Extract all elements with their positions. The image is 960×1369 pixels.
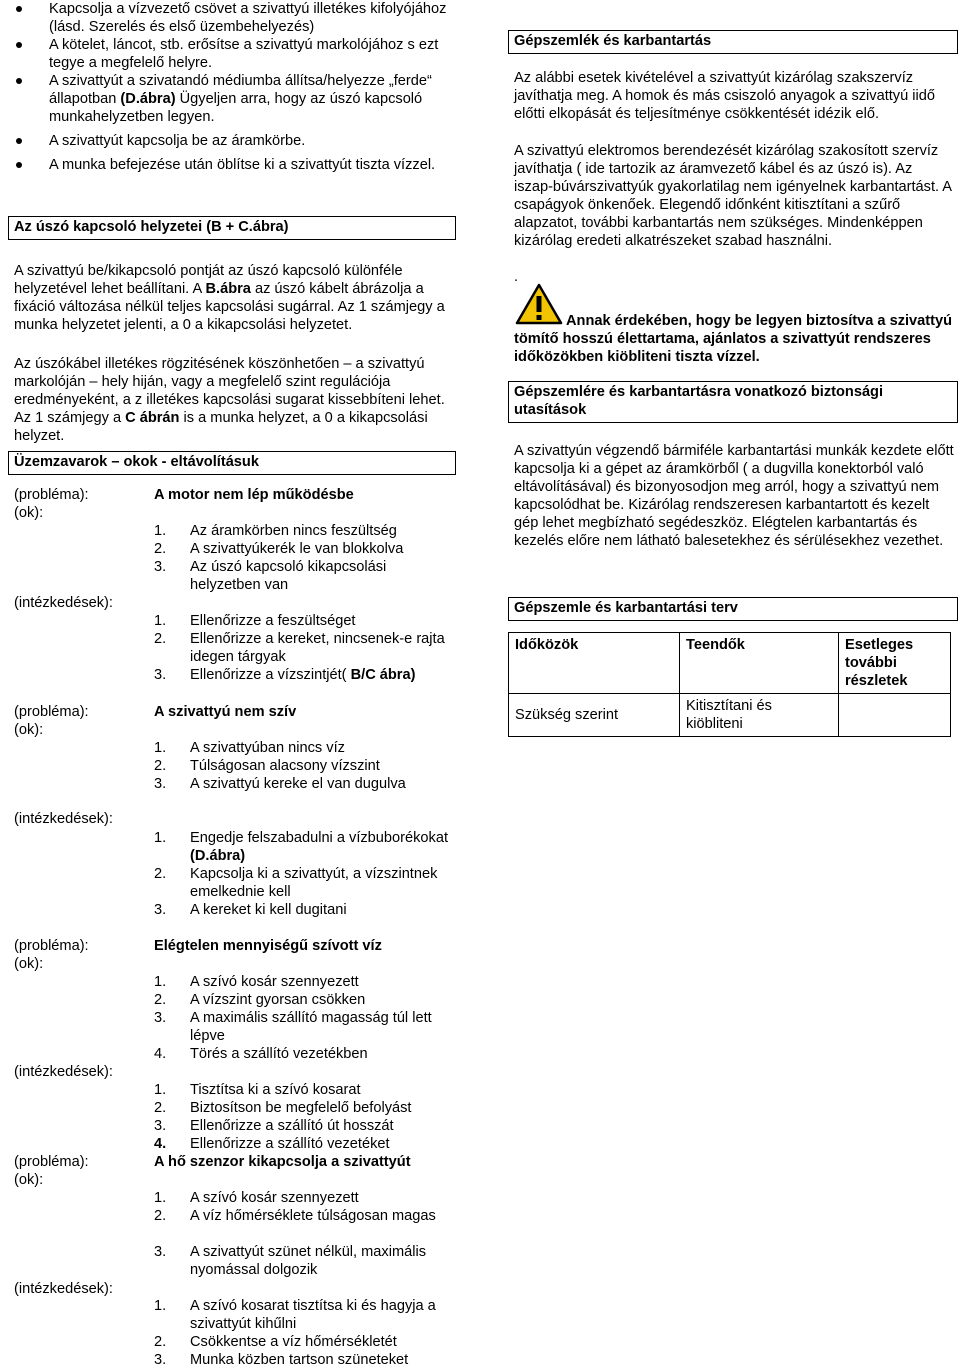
problem-1-label: (probléma): xyxy=(14,487,89,503)
bullet-3-text: A szivattyút a szivatandó médiumba állítsa/helyezze „ferde“ állapotban xyxy=(49,73,432,107)
problem-2-action-2: 2. Kapcsolja ki a szivattyút, a vízszintnek emelkednie kell xyxy=(154,866,438,900)
float-p2-a: Az úszókábel illetékes rögzitésének köszönhetően – a szivattyú markolóján – hely hiján, vagy a megfelelő szint regulációja eredményeként, a z illetékes kapcsolási sugarat kissebbíteni lehet. Az 1 számjegy a xyxy=(14,356,445,426)
problem-2-action-1: 1. Engedje felszabadulni a vízbuborékokat (D.ábra) xyxy=(154,830,448,864)
table-header-row xyxy=(509,633,951,694)
problem-4-cause-3: 3. A szivattyút szünet nélkül, maximális nyomással dolgozik xyxy=(154,1244,427,1278)
warning-text: Annak érdekében, hogy be legyen biztosítva a szivattyú tömítő hosszú élettartama, ajánlatos a szivattyút rendszeres időközökben kiöbliteni tiszta vízzel. xyxy=(514,313,953,365)
problem-2-cause-3: 3. A szivattyú kereke el van dugulva xyxy=(154,776,406,792)
problem-1-cause-1: 1. Az áramkörben nincs feszültség xyxy=(154,523,397,539)
problem-3-title: Elégtelen mennyiségű szívott víz xyxy=(154,938,382,954)
safety-paragraph: A szivattyún végzendő bármiféle karbantartási munkák kezdete előtt kapcsolja ki a gépet az áramkörből ( a dugvilla konektorból való eltávolításával) és bizonyosodjon meg arról, hogy a szivattyú nem kapcsolódhat be. Kizárólag rendszeresen karbantartott és kezelt gép lehet megbízható segédeszköz. Elégtelen karbantartás és kezelés előre nem látható balesetekhez és sérülésekhez vezethet. xyxy=(514,443,954,549)
table-cell-details xyxy=(839,694,951,737)
problem-4-cause-1: 1. A szívó kosár szennyezett xyxy=(154,1190,359,1206)
problem-3-action-1: 1. Tisztítsa ki a szívó kosarat xyxy=(154,1082,361,1098)
float-paragraph-2 xyxy=(14,355,454,445)
table-cell-task: Kitisztítani és kiöbliteni xyxy=(680,694,839,737)
problem-3-cause-4: 4. Törés a szállító vezetékben xyxy=(154,1046,368,1062)
table-header-task: Teendők xyxy=(680,633,839,694)
troubleshooting-heading: Üzemzavarok – okok - eltávolításuk xyxy=(8,451,456,475)
table-header-interval: Időközök xyxy=(509,633,680,694)
bullet-1: Kapcsolja a vízvezető csövet a szivattyú illetékes kifolyójához (lásd. Szerelés és első üzembehelyezés) xyxy=(12,0,452,36)
problem-4-cause-label: (ok): xyxy=(14,1172,44,1188)
problem-2-title: A szivattyú nem szív xyxy=(154,704,297,720)
problem-1-cause-3: 3. Az úszó kapcsoló kikapcsolási helyzetben van xyxy=(154,559,387,593)
problem-4-title: A hő szenzor kikapcsolja a szivattyút xyxy=(154,1154,411,1170)
problem-3-action-label: (intézkedések): xyxy=(14,1064,113,1080)
float-p2-c: is a munka helyzet, a 0 a kikapcsolási helyzet. xyxy=(14,410,428,444)
maintenance-paragraph-1: Az alábbi esetek kivételével a szivattyút kizárólag szakszervíz javíthatja meg. A homok és más csiszoló anyagok a szivattyú iidő előtti elkopását és teljesítménye csökkentését idézik elő. xyxy=(514,70,935,122)
maintenance-dot: . xyxy=(514,269,519,285)
maintenance-plan-table xyxy=(508,632,951,737)
problem-3-cause-label: (ok): xyxy=(14,956,44,972)
float-p1-a: A szivattyú be/kikapcsoló pontját az úszó kapcsoló különféle helyzetével lehet beállítani. A xyxy=(14,263,403,297)
bullet-3-rest: Ügyeljen arra, hogy az úszó kapcsoló munkahelyzetben legyen. xyxy=(49,91,423,125)
problem-1-action-label: (intézkedések): xyxy=(14,595,113,611)
problem-4-action-2: 2. Csökkentse a víz hőmérsékletét xyxy=(154,1334,397,1350)
bullet-3-ref: (D.ábra) xyxy=(120,91,176,107)
problem-2-label: (probléma): xyxy=(14,704,89,720)
problem-3-action-4: 4. Ellenőrizze a szállító vezetéket xyxy=(154,1136,390,1152)
problem-3-cause-3: 3. A maximális szállító magasság túl lett lépve xyxy=(154,1010,432,1044)
problem-3-action-2: 2. Biztosítson be megfelelő befolyást xyxy=(154,1100,412,1116)
instruction-bullets xyxy=(12,0,452,174)
bullet-2: A kötelet, láncot, stb. erősítse a szivattyú markolójához s ezt tegye a megfelelő helyre. xyxy=(12,36,452,72)
problem-1-cause-2: 2. A szivattyúkerék le van blokkolva xyxy=(154,541,404,557)
table-row xyxy=(509,694,951,737)
float-switch-heading: Az úszó kapcsoló helyzetei (B + C.ábra) xyxy=(8,216,456,240)
problem-1-cause-label: (ok): xyxy=(14,505,44,521)
float-paragraph-1 xyxy=(14,262,454,334)
problem-3-cause-1: 1. A szívó kosár szennyezett xyxy=(154,974,359,990)
bullet-4: A szivattyút kapcsolja be az áramkörbe. xyxy=(12,132,452,150)
problem-4-cause-2: 2. A víz hőmérséklete túlságosan magas xyxy=(154,1208,436,1224)
float-p1-b: B.ábra xyxy=(205,281,251,297)
float-p1-c: az úszó kábelt ábrázolja a fixáció változása nélkül teljes kapcsolási sugárral. Az 1 számjegy a munka helyzetet jelenti, a 0 a kikapcsolási helyzetet. xyxy=(14,281,445,333)
problem-1-action-2: 2. Ellenőrizze a kereket, nincsenek-e rajta idegen tárgyak xyxy=(154,631,445,665)
problem-2-cause-1: 1. A szivattyúban nincs víz xyxy=(154,740,345,756)
problem-4-action-label: (intézkedések): xyxy=(14,1281,113,1297)
problem-3-action-3: 3. Ellenőrizze a szállító út hosszát xyxy=(154,1118,394,1134)
bullet-5: A munka befejezése után öblítse ki a szivattyút tiszta vízzel. xyxy=(12,156,452,174)
problem-2-cause-label: (ok): xyxy=(14,722,44,738)
problem-1-title: A motor nem lép működésbe xyxy=(154,487,354,503)
maintenance-paragraph-2: A szivattyú elektromos berendezését kizárólag szakosított szervíz javíthatja ( ide tartozik az áramvezető kábel és az úszó is). Az iszap-búvárszivattyúk gyakorlatilag nem igényelnek karbantartást. A csapágyok önkenőek. Elegendő időnként kitisztítani a szűrő alapzatot, további karbantartás nem szükséges. Mindenképpen kizárólag eredeti alkatrészeket szabad használni. xyxy=(514,143,952,249)
maintenance-heading: Gépszemlék és karbantartás xyxy=(508,30,958,54)
problem-4-action-3: 3. Munka közben tartson szüneteket xyxy=(154,1352,409,1368)
problem-1-action-3: 3. Ellenőrizze a vízszintjét( B/C ábra) xyxy=(154,667,416,683)
problem-4-action-1: 1. A szívó kosarat tisztítsa ki és hagyja a szivattyút kihűlni xyxy=(154,1298,436,1332)
safety-heading: Gépszemlére és karbantartásra vonatkozó biztonsági utasítások xyxy=(508,381,958,423)
table-header-details: Esetleges további részletek xyxy=(839,633,951,694)
maintenance-plan-heading: Gépszemle és karbantartási terv xyxy=(508,597,958,621)
problem-1-action-1: 1. Ellenőrizze a feszültséget xyxy=(154,613,356,629)
problem-4-label: (probléma): xyxy=(14,1154,89,1170)
problem-2-action-label: (intézkedések): xyxy=(14,811,113,827)
problem-2-action-3: 3. A kereket ki kell dugitani xyxy=(154,902,347,918)
table-cell-interval: Szükség szerint xyxy=(509,694,680,737)
problem-3-cause-2: 2. A vízszint gyorsan csökken xyxy=(154,992,366,1008)
float-p2-b: C ábrán xyxy=(125,410,180,426)
problem-2-cause-2: 2. Túlságosan alacsony vízszint xyxy=(154,758,380,774)
bullet-3 xyxy=(12,72,452,126)
problem-3-label: (probléma): xyxy=(14,938,89,954)
